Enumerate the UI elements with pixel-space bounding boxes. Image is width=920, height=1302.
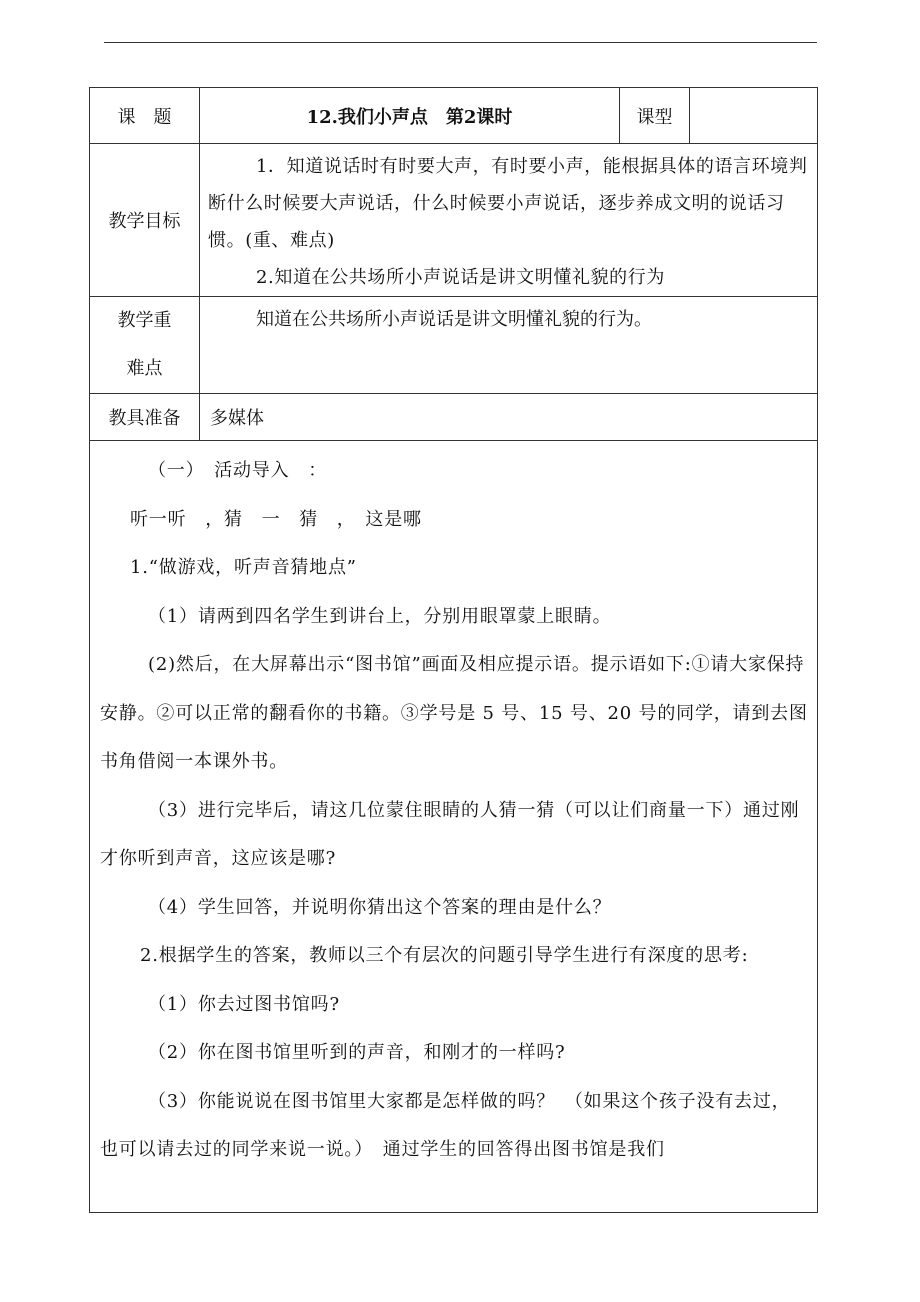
key-points-text: 知道在公共场所小声说话是讲文明懂礼貌的行为。	[256, 309, 652, 330]
process-line: （2）你在图书馆里听到的声音，和刚才的一样吗?	[148, 1042, 566, 1063]
topic-label: 课 题	[90, 88, 200, 144]
key-points-label-line2: 难点	[126, 358, 163, 379]
key-points-row	[90, 297, 818, 394]
process-line: （1）请两到四名学生到讲台上，分别用眼罩蒙上眼睛。	[148, 605, 612, 627]
tools-label: 教具准备	[90, 394, 200, 441]
topic-value: 12.我们小声点 第2课时	[200, 88, 620, 144]
key-points-cell	[200, 297, 818, 394]
topic-row	[90, 88, 818, 144]
process-line: 听一听 ，猜 一 猜 ， 这是哪	[130, 508, 422, 530]
goal-item: 2.知道在公共场所小声说话是讲文明懂礼貌的行为	[256, 267, 665, 288]
process-line: （3）进行完毕后，请这几位蒙住眼睛的人猜一猜（可以让们商量一下）通过刚才你听到声音，这应该是哪?	[100, 799, 800, 869]
process-heading: （一） 活动导入 ：	[148, 460, 327, 481]
type-value	[690, 88, 818, 144]
process-line: （3）你能说说在图书馆里大家都是怎样做的吗？ （如果这个孩子没有去过，也可以请去过的同学来说一说。） 通过学生的回答得出图书馆是我们	[100, 1090, 791, 1160]
process-line: (2)然后，在大屏幕出示“图书馆”画面及相应提示语。提示语如下:①请大家保持安静。②可以正常的翻看你的书籍。③学号是 5 号、15 号、20 号的同学，请到去图书角借阅一本课外书。	[100, 654, 808, 772]
key-points-label-line1: 教学重	[117, 310, 172, 331]
tools-value: 多媒体	[200, 394, 818, 441]
goals-label: 教学目标	[90, 144, 200, 297]
goal-item: 1．知道说话时有时要大声，有时要小声，能根据具体的语言环境判断什么时候要大声说话，什么时候要小声说话，逐步养成文明的说话习惯。(重、难点)	[208, 156, 808, 251]
key-points-label	[90, 297, 200, 394]
process-cell	[90, 441, 818, 1213]
process-row	[90, 441, 818, 1213]
goals-row	[90, 144, 818, 297]
tools-row	[90, 394, 818, 441]
lesson-plan-table	[89, 87, 818, 1213]
process-line: 1.“做游戏，听声音猜地点”	[130, 557, 357, 578]
goals-cell	[200, 144, 818, 297]
type-label: 课型	[620, 88, 690, 144]
process-line: （4）学生回答，并说明你猜出这个答案的理由是什么？	[148, 896, 612, 918]
process-line: （1）你去过图书馆吗?	[148, 993, 340, 1015]
header-rule	[104, 42, 817, 43]
process-line: 2.根据学生的答案，教师以三个有层次的问题引导学生进行有深度的思考:	[140, 945, 749, 966]
